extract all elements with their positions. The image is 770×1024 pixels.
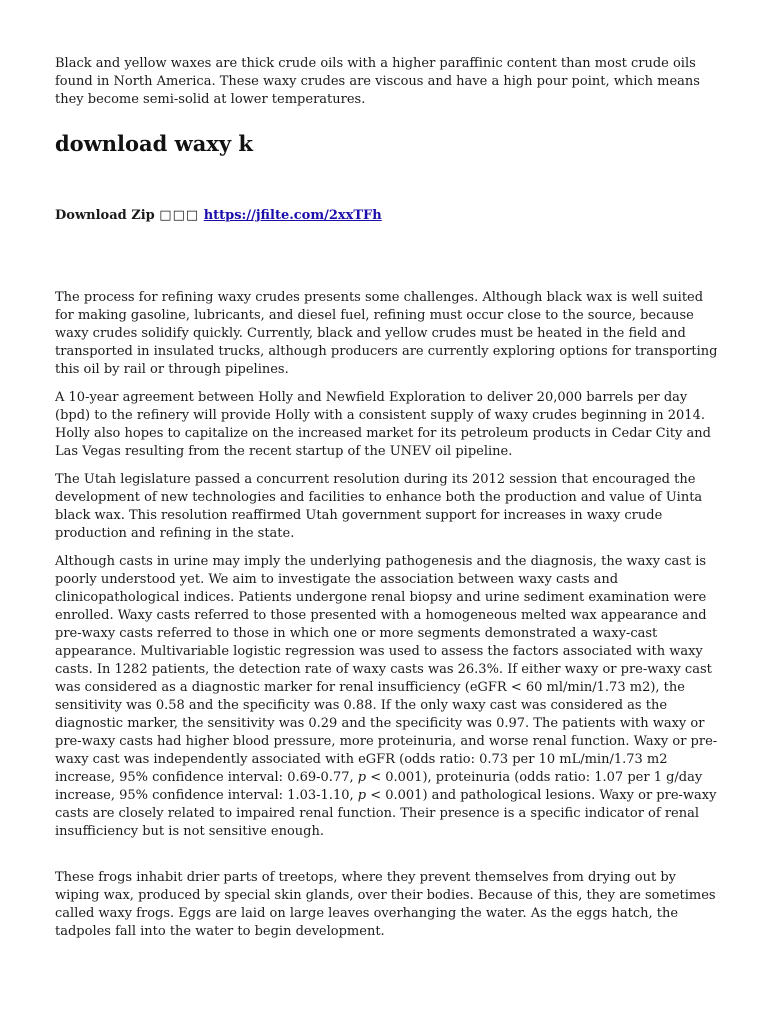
p-value-symbol: p [357, 788, 367, 803]
arrow-icon: □□□ [159, 208, 200, 223]
download-line [55, 207, 720, 225]
paragraph-utah-legislature: The Utah legislature passed a concurrent resolution during its 2012 session that encouraged the development of new technologies and facilities to enhance both the production and value of Uinta black wax. This resolution reaffirmed Utah government support for increases in waxy crude production and refining in the state. [55, 472, 703, 541]
intro-paragraph: Black and yellow waxes are thick crude oils with a higher paraffinic content than most crude oils found in North America. These waxy crudes are viscous and have a high pour point, which means they become semi-solid at lower temperatures. [55, 56, 700, 107]
casts-text-part-2: < 0.001), proteinuria (odds ratio: 1.07 per 1 g/day increase, 95% confidence interval: 1.03-1.10, [55, 770, 703, 803]
page-title: download waxy k [55, 131, 253, 156]
download-label: Download Zip [55, 208, 155, 223]
paragraph-waxy-frogs: These frogs inhabit drier parts of treetops, where they prevent themselves from drying out by wiping wax, produced by special skin glands, over their bodies. Because of this, they are sometimes called waxy frogs. Eggs are laid on large leaves overhanging the water. As the eggs hatch, the tadpoles fall into the water to begin development. [55, 870, 716, 939]
article [55, 55, 720, 941]
download-link[interactable]: https://jfilte.com/2xxTFh [203, 208, 382, 223]
paragraph-waxy-casts [55, 553, 720, 841]
p-value-symbol: p [357, 770, 367, 785]
casts-text-part-1: Although casts in urine may imply the underlying pathogenesis and the diagnosis, the waxy cast is poorly understood yet. We aim to investigate the association between waxy casts and clinicopathological indices. Patients undergone renal biopsy and urine sediment examination were enrolled. Waxy casts referred to those presented with a homogeneous melted wax appearance and pre-waxy casts referred to those in which one or more segments demonstrated a waxy-cast appearance. Multivariable logistic regression was used to assess the factors associated with waxy casts. In 1282 patients, the detection rate of waxy casts was 26.3%. If either waxy or pre-waxy cast was considered as a diagnostic marker for renal insufficiency (eGFR < 60 ml/min/1.73 m2), the sensitivity was 0.58 and the specificity was 0.88. If the only waxy cast was considered as the diagnostic marker, the sensitivity was 0.29 and the specificity was 0.97. The patients with waxy or pre-waxy casts had higher blood pressure, more proteinuria, and worse renal function. Waxy or pre-waxy cast was independently associated with eGFR (odds ratio: 0.73 per 10 mL/min/1.73 m2 increase, 95% confidence interval: 0.69-0.77, [55, 554, 718, 785]
paragraph-refining-process: The process for refining waxy crudes presents some challenges. Although black wax is well suited for making gasoline, lubricants, and diesel fuel, refining must occur close to the source, because waxy crudes solidify quickly. Currently, black and yellow crudes must be heated in the field and transported in insulated trucks, although producers are currently exploring options for transporting this oil by rail or through pipelines. [55, 290, 718, 377]
paragraph-agreement: A 10-year agreement between Holly and Newfield Exploration to deliver 20,000 barrels per day (bpd) to the refinery will provide Holly with a consistent supply of waxy crudes beginning in 2014. Holly also hopes to capitalize on the increased market for its petroleum products in Cedar City and Las Vegas resulting from the recent startup of the UNEV oil pipeline. [55, 390, 711, 459]
casts-text-part-3: < 0.001) and pathological lesions. Waxy or pre-waxy casts are closely related to impaired renal function. Their presence is a specific indicator of renal insufficiency but is not sensitive enough. [55, 788, 717, 839]
